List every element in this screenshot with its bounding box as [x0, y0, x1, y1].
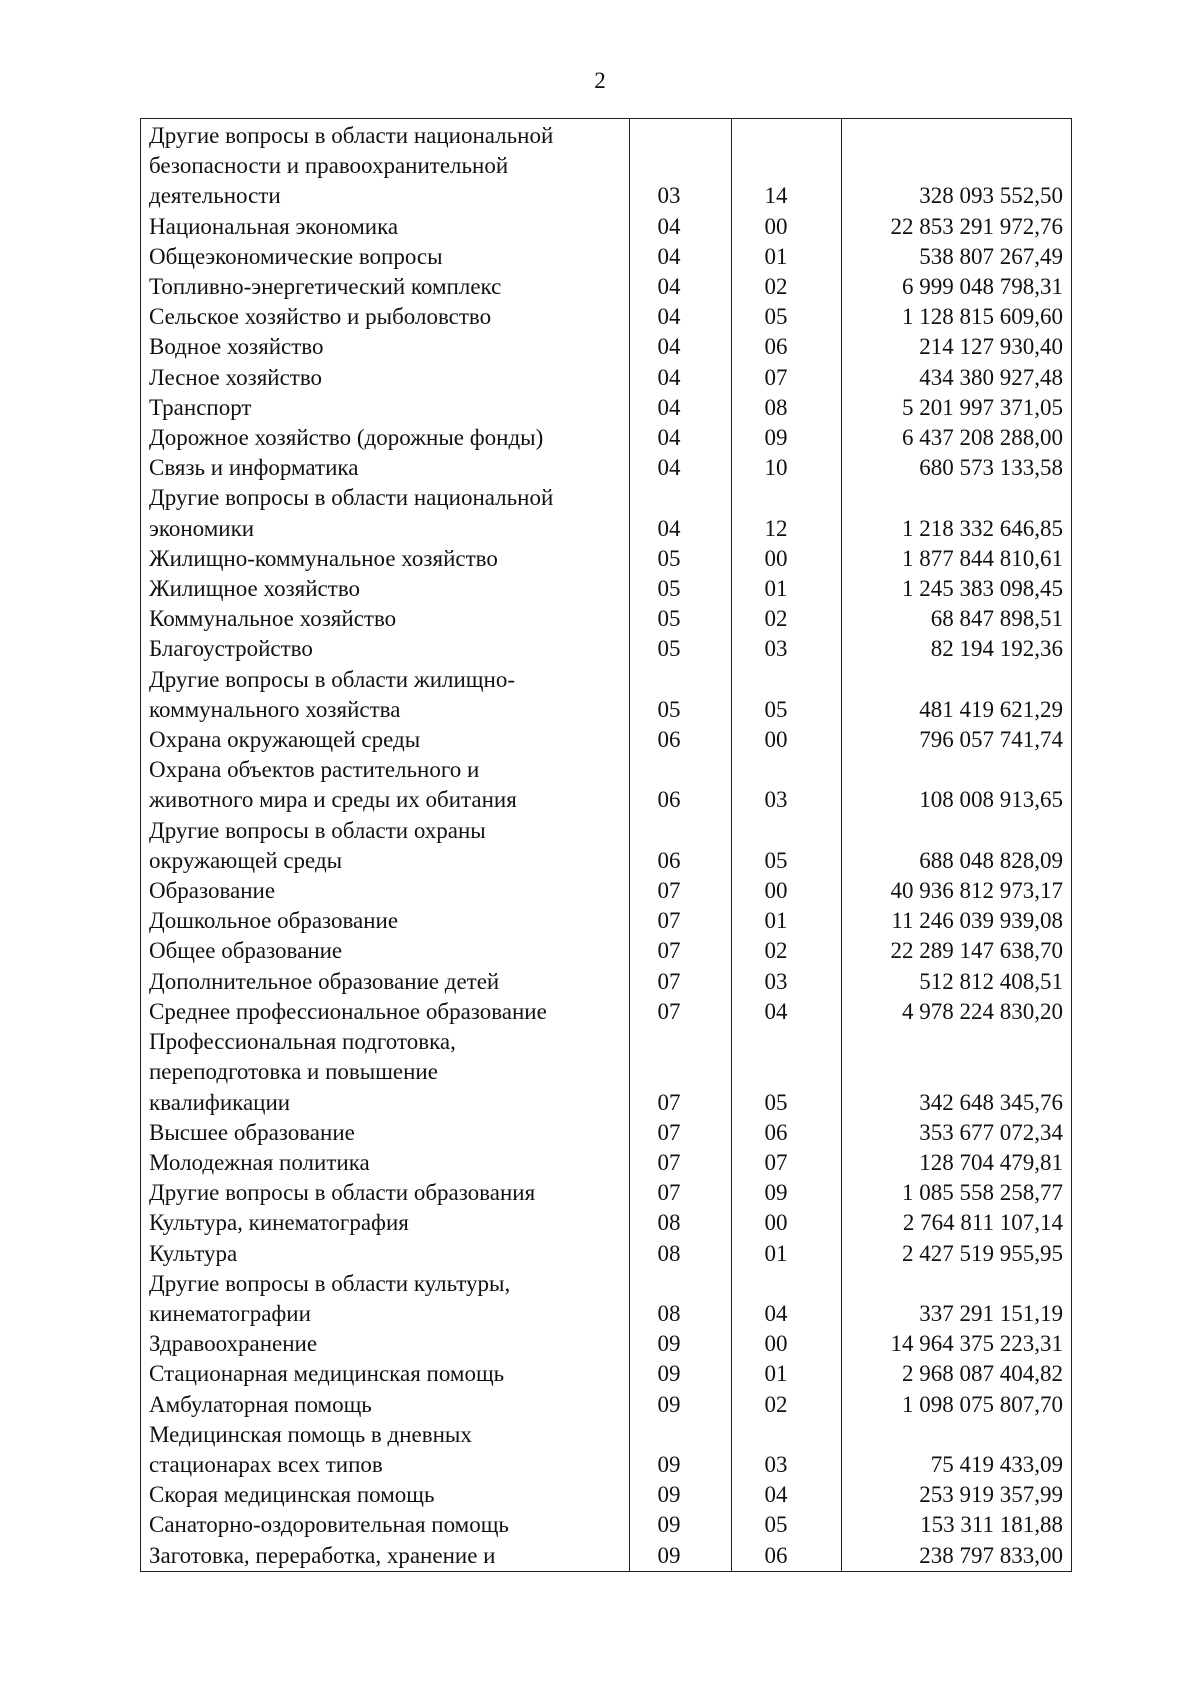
- row-name: [141, 242, 623, 272]
- row-name: [141, 574, 623, 604]
- row-amount: 6 999 048 798,31: [902, 274, 1063, 300]
- row-amount: 238 797 833,00: [919, 1542, 1063, 1568]
- table-row: [141, 936, 1071, 966]
- row-name: [141, 816, 623, 876]
- row-section-code: 08: [657, 1300, 681, 1326]
- row-name-line: Стационарная медицинская помощь: [149, 1361, 505, 1387]
- row-amount: 538 807 267,49: [919, 243, 1063, 269]
- row-section-code: 07: [657, 878, 681, 904]
- row-name: [141, 725, 623, 755]
- table-row: [141, 242, 1071, 272]
- row-name: [141, 1269, 623, 1329]
- row-section-code: 08: [657, 1210, 681, 1236]
- table-row: [141, 997, 1071, 1027]
- row-section-code: 07: [657, 1089, 681, 1115]
- row-amount: 153 311 181,88: [920, 1512, 1063, 1538]
- row-name-line: Благоустройство: [149, 636, 313, 662]
- row-amount: 214 127 930,40: [919, 334, 1063, 360]
- row-subsection-code: 05: [764, 304, 788, 330]
- row-subsection-code: 07: [764, 1149, 788, 1175]
- row-name-line: Дополнительное образование детей: [149, 968, 500, 994]
- row-name-line: Общее образование: [149, 938, 343, 964]
- row-subsection-code: 02: [764, 938, 788, 964]
- row-subsection-code: 01: [764, 1361, 788, 1387]
- row-name: [141, 363, 623, 393]
- row-subsection-code: 09: [764, 425, 788, 451]
- row-subsection-code: 04: [764, 998, 788, 1024]
- row-amount: 2 427 519 955,95: [902, 1240, 1063, 1266]
- row-name-line: Амбулаторная помощь: [149, 1391, 372, 1417]
- row-amount: 353 677 072,34: [919, 1119, 1063, 1145]
- row-name: [141, 544, 623, 574]
- row-name-line: Заготовка, переработка, хранение и: [149, 1542, 496, 1568]
- row-subsection-code: 05: [764, 847, 788, 873]
- row-name-line: Другие вопросы в области жилищно-: [149, 666, 515, 692]
- row-name: [141, 393, 623, 423]
- row-section-code: 07: [657, 1180, 681, 1206]
- row-section-code: 04: [657, 334, 681, 360]
- row-section-code: 04: [657, 394, 681, 420]
- row-amount: 68 847 898,51: [930, 606, 1063, 632]
- row-subsection-code: 01: [764, 243, 788, 269]
- row-name: [141, 876, 623, 906]
- table-row: [141, 1239, 1071, 1269]
- row-subsection-code: 05: [764, 1512, 788, 1538]
- table-row: [141, 634, 1071, 664]
- row-subsection-code: 01: [764, 908, 788, 934]
- row-name-line: Профессиональная подготовка,: [149, 1029, 456, 1055]
- budget-table: [140, 118, 1072, 1572]
- row-section-code: 09: [657, 1512, 681, 1538]
- row-amount: 1 128 815 609,60: [902, 304, 1063, 330]
- row-name-line: деятельности: [149, 183, 281, 209]
- row-name: [141, 212, 623, 242]
- row-amount: 1 245 383 098,45: [902, 576, 1063, 602]
- row-name: [141, 1359, 623, 1389]
- row-section-code: 05: [657, 545, 681, 571]
- row-name-line: безопасности и правоохранительной: [149, 153, 509, 179]
- row-section-code: 05: [657, 636, 681, 662]
- table-row: [141, 1027, 1071, 1118]
- row-name-line: Жилищно-коммунальное хозяйство: [149, 545, 498, 571]
- row-name: [141, 604, 623, 634]
- row-name-line: Коммунальное хозяйство: [149, 606, 397, 632]
- row-name: [141, 1510, 623, 1540]
- table-row: [141, 453, 1071, 483]
- row-name: [141, 1329, 623, 1359]
- table-row: [141, 332, 1071, 362]
- table-row: [141, 1420, 1071, 1480]
- row-name: [141, 332, 623, 362]
- row-name-line: Другие вопросы в области национальной: [149, 123, 554, 148]
- row-name: [141, 272, 623, 302]
- row-amount: 253 919 357,99: [919, 1482, 1063, 1508]
- row-subsection-code: 06: [764, 334, 788, 360]
- row-subsection-code: 12: [764, 515, 788, 541]
- row-name-line: Водное хозяйство: [149, 334, 324, 360]
- row-name-line: Санаторно-оздоровительная помощь: [149, 1512, 509, 1538]
- table-row: [141, 363, 1071, 393]
- row-amount: 14 964 375 223,31: [890, 1331, 1063, 1357]
- row-subsection-code: 06: [764, 1119, 788, 1145]
- row-name-line: Охрана объектов растительного и: [149, 757, 480, 783]
- table-row: [141, 302, 1071, 332]
- table-row: [141, 1269, 1071, 1329]
- table-row: [141, 1208, 1071, 1238]
- row-subsection-code: 01: [764, 1240, 788, 1266]
- row-name: [141, 665, 623, 725]
- row-section-code: 04: [657, 455, 681, 481]
- row-name: [141, 1148, 623, 1178]
- row-amount: 680 573 133,58: [919, 455, 1063, 481]
- row-name-line: Дорожное хозяйство (дорожные фонды): [149, 425, 544, 451]
- row-name-line: коммунального хозяйства: [149, 696, 401, 722]
- row-amount: 2 968 087 404,82: [902, 1361, 1063, 1387]
- table-row: [141, 1510, 1071, 1540]
- row-section-code: 05: [657, 576, 681, 602]
- row-subsection-code: 00: [764, 878, 788, 904]
- row-section-code: 07: [657, 1119, 681, 1145]
- table-row: [141, 1480, 1071, 1510]
- row-name-line: Культура, кинематография: [149, 1210, 409, 1236]
- row-amount: 108 008 913,65: [919, 787, 1063, 813]
- row-name: [141, 936, 623, 966]
- row-name-line: переподготовка и повышение: [149, 1059, 438, 1085]
- row-name-line: Национальная экономика: [149, 213, 399, 239]
- row-name-line: животного мира и среды их обитания: [149, 787, 517, 813]
- row-subsection-code: 00: [764, 213, 788, 239]
- row-subsection-code: 03: [764, 787, 788, 813]
- row-section-code: 09: [657, 1542, 681, 1568]
- table-row: [141, 1541, 1071, 1571]
- row-amount: 6 437 208 288,00: [902, 425, 1063, 451]
- row-amount: 434 380 927,48: [919, 364, 1063, 390]
- row-name: [141, 1208, 623, 1238]
- row-amount: 1 085 558 258,77: [902, 1180, 1063, 1206]
- table-row: [141, 876, 1071, 906]
- row-section-code: 07: [657, 938, 681, 964]
- row-name-line: Охрана окружающей среды: [149, 727, 421, 753]
- row-amount: 82 194 192,36: [930, 636, 1063, 662]
- table-row: [141, 755, 1071, 815]
- row-name-line: Другие вопросы в области охраны: [149, 817, 486, 843]
- row-amount: 75 419 433,09: [930, 1451, 1063, 1477]
- row-name-line: экономики: [149, 515, 255, 541]
- row-subsection-code: 02: [764, 274, 788, 300]
- row-amount: 796 057 741,74: [919, 727, 1063, 753]
- table-row: [141, 574, 1071, 604]
- row-subsection-code: 07: [764, 364, 788, 390]
- row-amount: 1 877 844 810,61: [902, 545, 1063, 571]
- table-row: [141, 393, 1071, 423]
- table-row: [141, 1118, 1071, 1148]
- row-section-code: 09: [657, 1482, 681, 1508]
- row-subsection-code: 14: [764, 183, 788, 209]
- row-section-code: 09: [657, 1391, 681, 1417]
- row-name-line: Общеэкономические вопросы: [149, 243, 443, 269]
- row-name-line: Другие вопросы в области образования: [149, 1180, 536, 1206]
- row-section-code: 07: [657, 998, 681, 1024]
- row-section-code: 05: [657, 606, 681, 632]
- row-name: [141, 1178, 623, 1208]
- row-name-line: Другие вопросы в области культуры,: [149, 1270, 511, 1296]
- row-name-line: Среднее профессиональное образование: [149, 998, 547, 1024]
- row-subsection-code: 01: [764, 576, 788, 602]
- row-name: [141, 1420, 623, 1480]
- row-section-code: 06: [657, 727, 681, 753]
- table-row: [141, 1329, 1071, 1359]
- row-amount: 11 246 039 939,08: [891, 908, 1063, 934]
- row-subsection-code: 05: [764, 696, 788, 722]
- row-name-line: Лесное хозяйство: [149, 364, 323, 390]
- row-section-code: 06: [657, 847, 681, 873]
- table-row: [141, 544, 1071, 574]
- row-section-code: 05: [657, 696, 681, 722]
- row-amount: 337 291 151,19: [919, 1300, 1063, 1326]
- row-name: [141, 634, 623, 664]
- row-name: [141, 1239, 623, 1269]
- row-section-code: 04: [657, 213, 681, 239]
- row-name-line: Образование: [149, 878, 276, 904]
- row-amount: 4 978 224 830,20: [902, 998, 1063, 1024]
- row-amount: 481 419 621,29: [919, 696, 1063, 722]
- table-row: [141, 967, 1071, 997]
- row-subsection-code: 03: [764, 1451, 788, 1477]
- table-row: [141, 906, 1071, 936]
- row-amount: 2 764 811 107,14: [902, 1210, 1063, 1236]
- row-amount: 328 093 552,50: [919, 183, 1063, 209]
- row-section-code: 08: [657, 1240, 681, 1266]
- row-name-line: Скорая медицинская помощь: [149, 1482, 435, 1508]
- row-name-line: Культура: [149, 1240, 238, 1266]
- row-amount: 40 936 812 973,17: [890, 878, 1063, 904]
- row-amount: 1 218 332 646,85: [902, 515, 1063, 541]
- row-section-code: 04: [657, 274, 681, 300]
- row-name-line: Другие вопросы в области национальной: [149, 485, 554, 511]
- row-section-code: 04: [657, 364, 681, 390]
- row-section-code: 04: [657, 425, 681, 451]
- table-row: [141, 665, 1071, 725]
- row-subsection-code: 02: [764, 606, 788, 632]
- row-subsection-code: 00: [764, 1210, 788, 1236]
- row-amount: 22 853 291 972,76: [890, 213, 1063, 239]
- row-name: [141, 997, 623, 1027]
- row-section-code: 06: [657, 787, 681, 813]
- row-section-code: 09: [657, 1451, 681, 1477]
- row-subsection-code: 04: [764, 1300, 788, 1326]
- row-subsection-code: 00: [764, 545, 788, 571]
- table-row: [141, 1390, 1071, 1420]
- row-amount: 688 048 828,09: [919, 847, 1063, 873]
- row-section-code: 04: [657, 243, 681, 269]
- row-name-line: Высшее образование: [149, 1119, 355, 1145]
- row-section-code: 04: [657, 515, 681, 541]
- row-name-line: кинематографии: [149, 1300, 311, 1326]
- row-subsection-code: 06: [764, 1542, 788, 1568]
- table-row: [141, 816, 1071, 876]
- table-row: [141, 725, 1071, 755]
- row-name-line: окружающей среды: [149, 847, 343, 873]
- row-name: [141, 1118, 623, 1148]
- row-subsection-code: 04: [764, 1482, 788, 1508]
- table-row: [141, 1148, 1071, 1178]
- row-name: [141, 1390, 623, 1420]
- table-row: [141, 483, 1071, 543]
- row-subsection-code: 10: [764, 455, 788, 481]
- row-name: [141, 453, 623, 483]
- row-subsection-code: 00: [764, 727, 788, 753]
- row-name: [141, 1541, 623, 1571]
- row-name: [141, 483, 623, 543]
- row-amount: 342 648 345,76: [919, 1089, 1063, 1115]
- row-name: [141, 121, 623, 212]
- table-row: [141, 604, 1071, 634]
- row-name-line: Топливно-энергетический комплекс: [149, 274, 502, 300]
- row-section-code: 09: [657, 1331, 681, 1357]
- row-section-code: 09: [657, 1361, 681, 1387]
- row-name: [141, 423, 623, 453]
- row-subsection-code: 08: [764, 394, 788, 420]
- row-name: [141, 755, 623, 815]
- row-amount: 1 098 075 807,70: [902, 1391, 1063, 1417]
- row-name-line: Жилищное хозяйство: [149, 576, 361, 602]
- row-name-line: Транспорт: [149, 394, 252, 420]
- row-amount: 22 289 147 638,70: [890, 938, 1063, 964]
- table-row: [141, 1359, 1071, 1389]
- row-subsection-code: 05: [764, 1089, 788, 1115]
- table-row: [141, 212, 1071, 242]
- table-row: [141, 272, 1071, 302]
- table-body: [141, 121, 1071, 1571]
- row-subsection-code: 00: [764, 1331, 788, 1357]
- row-amount: 128 704 479,81: [919, 1149, 1063, 1175]
- row-amount: 5 201 997 371,05: [902, 394, 1063, 420]
- table-row: [141, 121, 1071, 212]
- row-name-line: Связь и информатика: [149, 455, 359, 481]
- row-name: [141, 1480, 623, 1510]
- row-name: [141, 967, 623, 997]
- row-name-line: квалификации: [149, 1089, 291, 1115]
- table-row: [141, 423, 1071, 453]
- row-section-code: 07: [657, 1149, 681, 1175]
- row-name: [141, 906, 623, 936]
- row-name: [141, 1027, 623, 1118]
- row-subsection-code: 02: [764, 1391, 788, 1417]
- row-subsection-code: 03: [764, 636, 788, 662]
- table-row: [141, 1178, 1071, 1208]
- page-number: 2: [594, 68, 606, 93]
- row-amount: 512 812 408,51: [919, 968, 1063, 994]
- row-section-code: 07: [657, 908, 681, 934]
- row-name: [141, 302, 623, 332]
- row-name-line: Молодежная политика: [149, 1149, 370, 1175]
- row-section-code: 03: [657, 183, 681, 209]
- row-section-code: 07: [657, 968, 681, 994]
- row-subsection-code: 09: [764, 1180, 788, 1206]
- row-name-line: Сельское хозяйство и рыболовство: [149, 304, 492, 330]
- row-name-line: Здравоохранение: [149, 1331, 318, 1357]
- row-section-code: 04: [657, 304, 681, 330]
- row-name-line: стационарах всех типов: [149, 1451, 383, 1477]
- row-subsection-code: 03: [764, 968, 788, 994]
- row-name-line: Дошкольное образование: [149, 908, 399, 934]
- row-name-line: Медицинская помощь в дневных: [149, 1421, 472, 1447]
